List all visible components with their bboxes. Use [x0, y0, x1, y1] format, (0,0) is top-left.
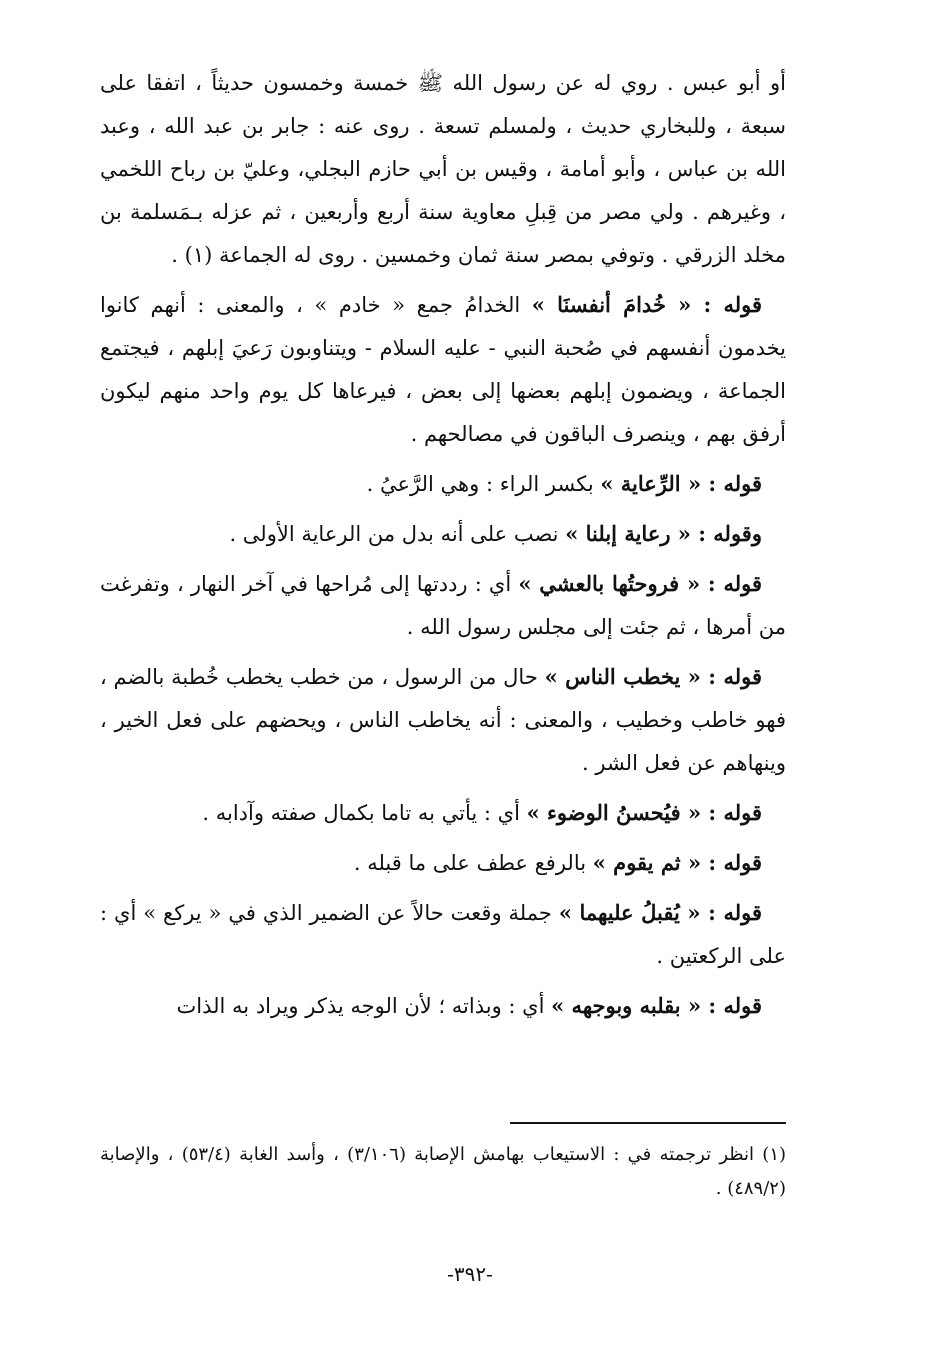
paragraph-text: نصب على أنه بدل من الرعاية الأولى . [229, 522, 566, 546]
paragraph-biography [100, 62, 786, 277]
paragraph-text: الخدامُ جمع « خادم » ، والمعنى : أنهم كانوا يخدمون أنفسهم في صُحبة النبي - عليه السلام - ويتناوبون رَعيَ إبلهم ، فيجتمع الجماعة ، ويضمون إبلهم بعضها إلى بعض ، فيرعاها كل يوم واحد منهم ليكون أرفق بهم ، وينصرف الباقون في مصالحهم . [100, 293, 786, 446]
paragraph-lead: قوله : « ثم يقوم » [592, 850, 762, 875]
paragraph-text: أو أبو عبس . روي له عن رسول الله ﷺ خمسة وخمسون حديثاً ، اتفقا على سبعة ، وللبخاري حديث ، ولمسلم تسعة . روى عنه : جابر بن عبد الله ، وعبد الله بن عباس ، وأبو أمامة ، وقيس بن أبي حازم البجلي، وعليّ بن رباح اللخمي ، وغيرهم . ولي مصر من قِبلِ معاوية سنة أربع وأربعين ، ثم عزله بـمَسلمة بن مخلد الزرقي . وتوفي بمصر سنة ثمان وخمسين . روى له الجماعة (١) . [100, 71, 786, 267]
paragraph-text: جملة وقعت حالاً عن الضمير الذي في « يركع » أي : على الركعتين . [100, 901, 786, 968]
paragraph-bi-qalbihi [100, 984, 786, 1028]
paragraph-text: بكسر الراء : وهي الرَّعيُ . [366, 472, 601, 496]
paragraph-riaya [100, 462, 786, 506]
paragraph-lead: وقوله : « رعاية إبلنا » [565, 521, 762, 546]
paragraph-text: أي : وبذاته ؛ لأن الوجه يذكر ويراد به الذات [176, 994, 552, 1018]
paragraph-yakhtub [100, 655, 786, 785]
paragraph-rawwahtuha [100, 562, 786, 649]
paragraph-lead: قوله : « فروحتُها بالعشي » [518, 571, 762, 596]
paragraph-khuddam [100, 283, 786, 456]
paragraph-lead: قوله : « فيُحسنُ الوضوء » [526, 800, 762, 825]
paragraph-lead: قوله : « الرِّعاية » [600, 471, 762, 496]
paragraph-lead: قوله : « بقلبه وبوجهه » [551, 993, 762, 1018]
paragraph-lead: قوله : « يخطب الناس » [544, 664, 762, 689]
paragraph-text: أي : يأتي به تاما بكمال صفته وآدابه . [202, 801, 527, 825]
paragraph-lead: قوله : « يُقبلُ عليهما » [558, 900, 762, 925]
paragraph-wudu [100, 791, 786, 835]
footnote-divider [510, 1122, 786, 1124]
paragraph-yuqbil [100, 891, 786, 978]
paragraph-riaya-ibilina [100, 512, 786, 556]
paragraph-yaqum [100, 841, 786, 885]
paragraph-text: حال من الرسول ، من خطب يخطب خُطبة بالضم ، فهو خاطب وخطيب ، والمعنى : أنه يخاطب الناس ، ويحضهم على فعل الخير ، وينهاهم عن فعل الشر . [100, 665, 786, 775]
paragraph-lead: قوله : « خُدامَ أنفسنَا » [531, 292, 762, 317]
footnote [100, 1138, 786, 1206]
paragraph-text: بالرفع عطف على ما قبله . [353, 851, 593, 875]
paragraph-text: أي : رددتها إلى مُراحها في آخر النهار ، وتفرغت من أمرها ، ثم جئت إلى مجلس رسول الله . [100, 572, 786, 639]
page-number: -٣٩٢- [447, 1262, 493, 1286]
footnote-text: (١) انظر ترجمته في : الاستيعاب بهامش الإصابة (٣/١٠٦) ، وأسد الغابة (٥٣/٤) ، والإصابة (٤٨٩/٢) . [100, 1144, 787, 1199]
page-body [100, 62, 786, 1034]
